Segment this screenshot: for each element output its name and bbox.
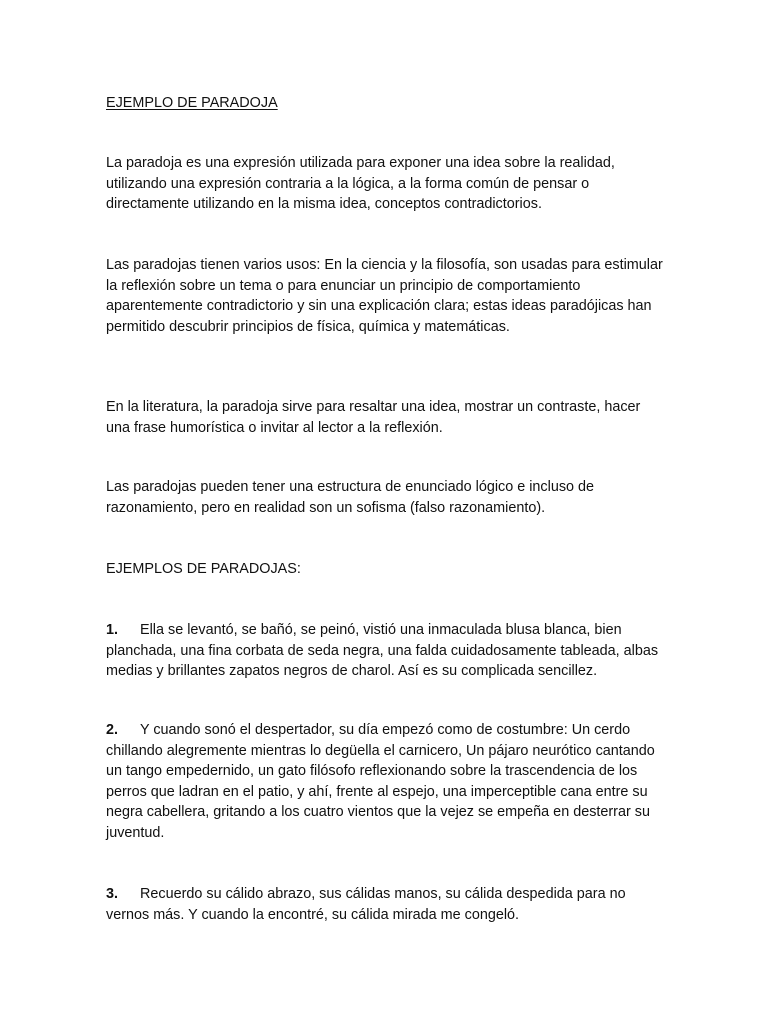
example-number: 3. [106, 886, 119, 902]
paragraph-literature: En la literatura, la paradoja sirve para resaltar una idea, mostrar un contraste, hacer una frase humorística o invitar al lector a la reflexión. [106, 399, 641, 436]
document-title: EJEMPLO DE PARADOJA [106, 95, 278, 111]
example-text: Y cuando sonó el despertador, su día empezó como de costumbre: Un cerdo chillando alegremente mientras lo degüella el carnicero, Un pájaro neurótico cantando un tango empedernido, un gato filósofo reflexionando sobre la trascendencia de los perros que ladran en el patio, y ahí, frente al espejo, una imperceptible cana entre su negra cabellera, gritando a los cuatro vientos que la vejez se empeña en desterrar su juventud. [106, 722, 655, 841]
paragraph-definition: La paradoja es una expresión utilizada para exponer una idea sobre la realidad, utilizando una expresión contraria a la lógica, a la forma común de pensar o directamente utilizando en la misma idea, conceptos contradictorios. [106, 155, 615, 212]
examples-heading: EJEMPLOS DE PARADOJAS: [106, 561, 301, 577]
example-item [106, 720, 666, 843]
example-text: Recuerdo su cálido abrazo, sus cálidas manos, su cálida despedida para no vernos más. Y cuando la encontré, su cálida mirada me congeló. [106, 886, 626, 923]
example-text: Ella se levantó, se bañó, se peinó, vistió una inmaculada blusa blanca, bien planchada, una fina corbata de seda negra, una falda cuidadosamente tableada, albas medias y brillantes zapatos negros de charol. Así es su complicada sencillez. [106, 622, 659, 679]
example-number: 2. [106, 722, 119, 738]
paragraph-uses: Las paradojas tienen varios usos: En la ciencia y la filosofía, son usadas para estimular la reflexión sobre un tema o para enunciar un principio de comportamiento aparentemente contradictorio y sin una explicación clara; estas ideas paradójicas han permitido descubrir principios de física, química y matemáticas. [106, 257, 663, 335]
example-number: 1. [106, 622, 119, 638]
paragraph-structure: Las paradojas pueden tener una estructura de enunciado lógico e incluso de razonamiento, pero en realidad son un sofisma (falso razonamiento). [106, 479, 595, 516]
example-item [106, 620, 666, 682]
example-item [106, 884, 666, 925]
